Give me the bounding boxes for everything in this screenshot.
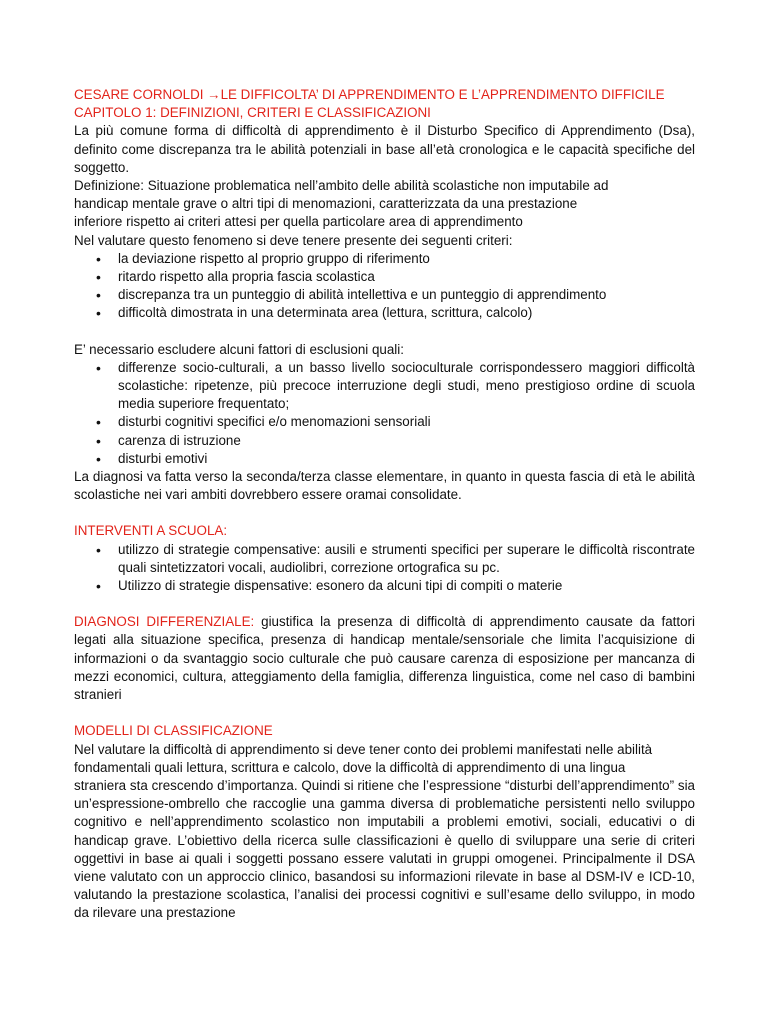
title-author: CESARE CORNOLDI: [74, 87, 208, 102]
differential-text: giustifica la presenza di difficoltà di apprendimento causate da fattori legati alla situazione specifica, presenza di handicap mentale/sensoriale che limita l’acquisizione di informazioni o da svantaggio socio culturale che può causare carenza di esposizione per mancanza di mezzi economici, cultura, atteggiamento della famiglia, differenza linguistica, come nel caso di bambini stranieri: [74, 614, 695, 703]
differential-paragraph: [74, 613, 695, 704]
definition-line-1: Definizione: Situazione problematica nell’ambito delle abilità scolastiche non imputabile ad: [74, 178, 609, 194]
list-item: • ritardo rispetto alla propria fascia scolastica: [74, 268, 695, 286]
list-item: • differenze socio-culturali, a un basso livello socioculturale corrispondessero maggiori difficoltà scolastiche: ripetenze, più precoce interruzione degli studi, meno prestigioso ordine di scuola media superiore frequentato;: [74, 359, 695, 414]
definition-line-3: inferiore rispetto ai criteri attesi per quella particolare area di apprendimento: [74, 214, 523, 230]
exclusions-list: [74, 359, 695, 468]
models-paragraph-1: Nel valutare la difficoltà di apprendimento si deve tener conto dei problemi manifestati nelle abilità: [74, 741, 653, 757]
spacer: [74, 323, 695, 341]
arrow-right-icon: →: [207, 87, 221, 102]
interventions-heading: INTERVENTI A SCUOLA:: [74, 523, 228, 539]
differential-heading: DIAGNOSI DIFFERENZIALE:: [74, 614, 255, 630]
criteria-lead: Nel valutare questo fenomeno si deve tenere presente dei seguenti criteri:: [74, 232, 513, 248]
list-item: • Utilizzo di strategie dispensative: esonero da alcuni tipi di compiti o materie: [74, 577, 695, 595]
spacer: [74, 504, 695, 522]
interventions-list: [74, 541, 695, 596]
spacer: [74, 595, 695, 613]
exclusions-lead: E’ necessario escludere alcuni fattori di esclusioni quali:: [74, 341, 404, 357]
diagnosis-paragraph: La diagnosi va fatta verso la seconda/terza classe elementare, in quanto in questa fascia di età le abilità scolastiche nei vari ambiti dovrebbero essere oramai consolidate.: [74, 469, 695, 503]
list-item: • discrepanza tra un punteggio di abilità intellettiva e un punteggio di apprendimento: [74, 286, 695, 304]
criteria-list: [74, 250, 695, 323]
chapter-heading: CAPITOLO 1: DEFINIZIONI, CRITERI E CLASSIFICAZIONI: [74, 105, 431, 121]
list-item: • disturbi emotivi: [74, 450, 695, 468]
definition-line-2: handicap mentale grave o altri tipi di menomazioni, caratterizzata da una prestazione: [74, 196, 578, 212]
list-item: • disturbi cognitivi specifici e/o menomazioni sensoriali: [74, 413, 695, 431]
list-item: • la deviazione rispetto al proprio gruppo di riferimento: [74, 250, 695, 268]
list-item: • utilizzo di strategie compensative: ausili e strumenti specifici per superare le difficoltà riscontrate quali sintetizzatori vocali, audiolibri, correzione ortografica su pc.: [74, 541, 695, 577]
spacer: [74, 704, 695, 722]
title-text: LE DIFFICOLTA’ DI APPRENDIMENTO E L’APPRENDIMENTO DIFFICILE: [220, 87, 665, 102]
models-heading: MODELLI DI CLASSIFICAZIONE: [74, 723, 273, 739]
intro-paragraph: La più comune forma di difficoltà di apprendimento è il Disturbo Specifico di Apprendimento (Dsa), definito come discrepanza tra le abilità potenziali in base all’età cronologica e le capacità specifiche del soggetto.: [74, 123, 695, 175]
models-paragraph-2-line-1: fondamentali quali lettura, scrittura e calcolo, dove la difficoltà di apprendimento di una lingua: [74, 759, 626, 775]
list-item: • carenza di istruzione: [74, 432, 695, 450]
document-title: [74, 86, 695, 104]
document-page: [74, 86, 695, 923]
list-item: • difficoltà dimostrata in una determinata area (lettura, scrittura, calcolo): [74, 304, 695, 322]
models-paragraph-2: straniera sta crescendo d’importanza. Quindi si ritiene che l’espressione “disturbi dell’apprendimento” sia un’espressione-ombrello che raccoglie una gamma diversa di problematiche persistenti nello sviluppo cognitivo e nell’apprendimento scolastico non imputabili a problemi emotivi, sociali, educativi o di handicap grave. L’obiettivo della ricerca sulle classificazioni è quello di sviluppare una serie di criteri oggettivi in base ai quali i soggetti possano essere valutati in gruppi omogenei. Principalmente il DSA viene valutato con un approccio clinico, basandosi su informazioni rilevate in base al DSM-IV e ICD-10, valutando la prestazione scolastica, l’analisi dei processi cognitivi e sull’esame dello sviluppo, in modo da rilevare una prestazione: [74, 777, 695, 921]
